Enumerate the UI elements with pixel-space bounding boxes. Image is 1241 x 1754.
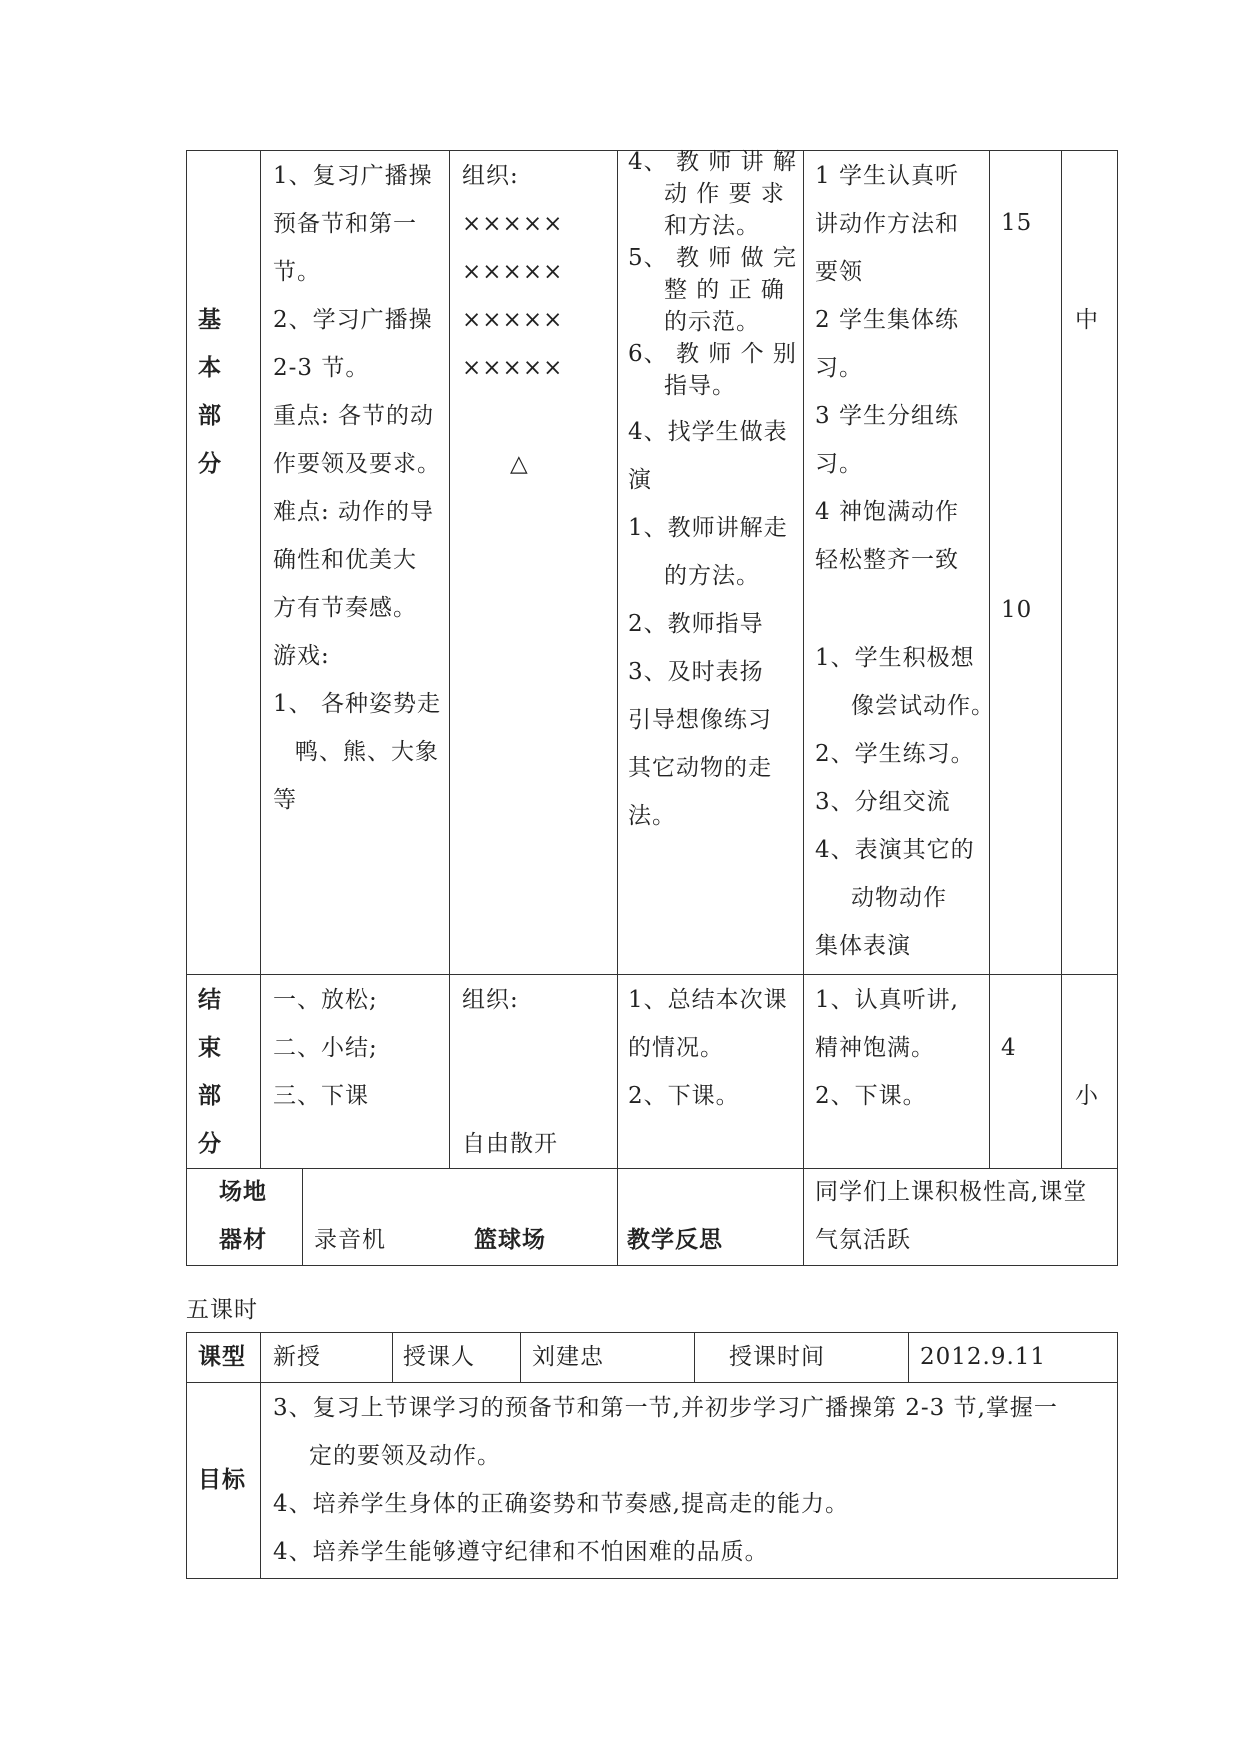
goal-label: 目标: [198, 1467, 246, 1493]
teaching-time-label: 授课时间: [729, 1344, 825, 1370]
course-type-value: 新授: [273, 1344, 321, 1370]
basic-time-2: 10: [1001, 597, 1033, 623]
ending-teacher-methods: 1、总结本次课 的情况。 2、下课。: [628, 987, 788, 1109]
basic-section-label: 基 本 部 分: [198, 307, 222, 477]
basic-time-1: 15: [1001, 210, 1033, 236]
ending-time: 4: [1001, 1035, 1017, 1061]
basic-organization: 组织: ××××× ××××× ××××× ×××××: [462, 163, 564, 381]
venue-value: 篮球场: [474, 1227, 546, 1253]
teaching-time-value: 2012.9.11: [920, 1344, 1047, 1370]
course-type-label: 课型: [198, 1344, 246, 1370]
equipment-value: 录音机: [314, 1227, 386, 1253]
ending-student-activities: 1、认真听讲, 精神饱满。 2、下课。: [815, 987, 959, 1109]
ending-section-label: 结 束 部 分: [198, 987, 222, 1157]
ending-organization-label: 组织:: [462, 987, 519, 1013]
section-title: 五课时: [186, 1297, 258, 1323]
instructor-label: 授课人: [403, 1344, 475, 1370]
basic-intensity: 中: [1075, 307, 1099, 333]
ending-content: 一、放松; 二、小结; 三、下课: [273, 987, 378, 1109]
teacher-position-triangle: △: [510, 451, 529, 477]
basic-student-activities-b: 1、学生积极想 像尝试动作。 2、学生练习。 3、分组交流 4、表演其它的 动物动作 集体表演: [815, 645, 995, 959]
basic-content: 1、复习广播操 预备节和第一 节。 2、学习广播操 2-3 节。 重点: 各节的动 作要领及要求。 难点: 动作的导 确性和优美大 方有节奏感。 游戏: 1、 各种姿势走 鸭、熊、大象 等: [273, 163, 441, 813]
reflection-text: 同学们上课积极性高,课堂 气氛活跃: [815, 1179, 1088, 1253]
basic-teacher-methods-a: 4、 教 师 讲 解 动 作 要 求 和方法。 5、 教 师 做 完 整 的 正 确 的示范。 6、 教 师 个 别 指导。: [628, 149, 797, 399]
instructor-value: 刘建忠: [532, 1344, 604, 1370]
basic-teacher-methods-b: 4、找学生做表 演 1、教师讲解走 的方法。 2、教师指导 3、及时表扬 引导想像练习 其它动物的走 法。: [628, 419, 788, 829]
ending-intensity: 小: [1075, 1083, 1099, 1109]
goals-list: 3、复习上节课学习的预备节和第一节,并初步学习广播操第 2-3 节,掌握一 定的要领及动作。 4、培养学生身体的正确姿势和节奏感,提高走的能力。 4、培养学生能够遵守纪律和不怕困难的品质。: [273, 1395, 1058, 1565]
basic-student-activities-a: 1 学生认真听 讲动作方法和 要领 2 学生集体练 习。 3 学生分组练 习。 4 神饱满动作 轻松整齐一致: [815, 163, 959, 573]
venue-equipment-label: 场地 器材: [219, 1179, 267, 1253]
ending-organization-formation: 自由散开: [462, 1131, 558, 1157]
reflection-label: 教学反思: [627, 1227, 723, 1253]
